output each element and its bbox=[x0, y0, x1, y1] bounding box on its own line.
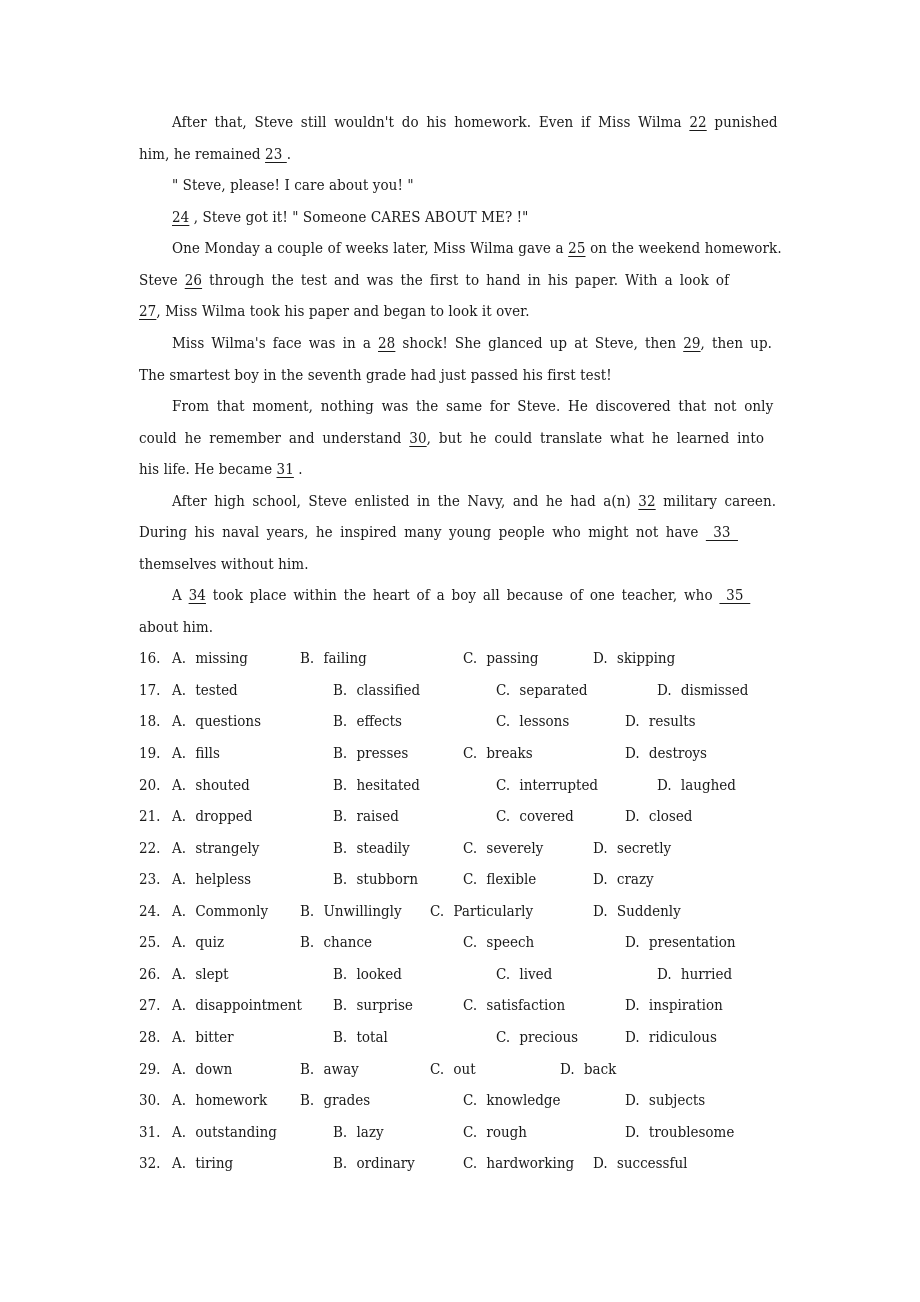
option-text: away bbox=[323, 1062, 359, 1078]
option-text: Particularly bbox=[453, 904, 534, 920]
blank-number: 28 bbox=[378, 336, 396, 352]
option-d bbox=[625, 1123, 734, 1143]
question-number: 32. bbox=[139, 1156, 161, 1172]
option-label: A. bbox=[172, 809, 187, 825]
option-label: D. bbox=[593, 904, 608, 920]
question-number: 31. bbox=[139, 1125, 161, 1141]
question-row bbox=[0, 902, 920, 922]
option-c bbox=[496, 965, 552, 985]
blank-number: 26 bbox=[184, 273, 203, 289]
option-text: flexible bbox=[486, 872, 537, 888]
option-text: homework bbox=[195, 1093, 268, 1109]
question-row bbox=[0, 870, 920, 890]
option-text: strangely bbox=[195, 841, 260, 857]
passage-line bbox=[139, 302, 737, 322]
option-c bbox=[463, 870, 536, 890]
option-d bbox=[593, 649, 675, 669]
option-label: D. bbox=[593, 651, 608, 667]
option-label: C. bbox=[463, 935, 478, 951]
option-label: D. bbox=[560, 1062, 575, 1078]
option-text: disappointment bbox=[195, 998, 302, 1014]
passage-text: could he remember and understand bbox=[139, 431, 410, 447]
option-text: inspiration bbox=[648, 998, 723, 1014]
option-a bbox=[172, 807, 252, 827]
question-number: 27. bbox=[139, 998, 161, 1014]
option-a bbox=[172, 1060, 232, 1080]
passage-text: Steve bbox=[139, 273, 185, 289]
passage-text: about him. bbox=[139, 620, 214, 636]
option-text: interrupted bbox=[519, 778, 599, 794]
passage-text: , but he could translate what he learned into bbox=[426, 431, 765, 447]
question-row bbox=[0, 807, 920, 827]
option-label: B. bbox=[333, 872, 348, 888]
option-label: A. bbox=[172, 778, 187, 794]
option-label: C. bbox=[463, 841, 478, 857]
option-text: Suddenly bbox=[616, 904, 681, 920]
option-text: laughed bbox=[680, 778, 736, 794]
question-row bbox=[0, 996, 920, 1016]
question-row bbox=[0, 839, 920, 859]
question-number: 18. bbox=[139, 714, 161, 730]
option-text: stubborn bbox=[356, 872, 419, 888]
option-label: D. bbox=[593, 841, 608, 857]
question-number: 22. bbox=[139, 841, 161, 857]
passage-line bbox=[172, 176, 739, 196]
option-text: surprise bbox=[356, 998, 413, 1014]
passage-text: After that, Steve still wouldn't do his homework. Even if Miss Wilma bbox=[172, 115, 690, 131]
option-a bbox=[172, 681, 238, 701]
option-b bbox=[333, 870, 418, 890]
option-text: ordinary bbox=[356, 1156, 415, 1172]
option-text: total bbox=[356, 1030, 388, 1046]
option-text: satisfaction bbox=[486, 998, 566, 1014]
option-label: C. bbox=[463, 746, 478, 762]
blank-number: 25 bbox=[568, 241, 586, 257]
passage-line bbox=[139, 523, 737, 543]
option-text: slept bbox=[195, 967, 229, 983]
option-a bbox=[172, 965, 229, 985]
option-text: precious bbox=[519, 1030, 579, 1046]
option-text: steadily bbox=[356, 841, 410, 857]
question-row bbox=[0, 712, 920, 732]
passage-text: themselves without him. bbox=[139, 557, 309, 573]
option-d bbox=[625, 807, 692, 827]
option-text: tiring bbox=[195, 1156, 234, 1172]
option-text: dismissed bbox=[680, 683, 749, 699]
option-b bbox=[333, 1123, 384, 1143]
option-a bbox=[172, 839, 259, 859]
option-label: B. bbox=[333, 1125, 348, 1141]
option-label: D. bbox=[625, 809, 640, 825]
option-text: ridiculous bbox=[648, 1030, 717, 1046]
option-label: A. bbox=[172, 967, 187, 983]
option-label: A. bbox=[172, 998, 187, 1014]
option-text: looked bbox=[356, 967, 402, 983]
blank-number: 32 bbox=[638, 494, 656, 510]
option-label: C. bbox=[496, 809, 511, 825]
option-text: lived bbox=[519, 967, 553, 983]
option-label: B. bbox=[333, 998, 348, 1014]
option-text: hardworking bbox=[486, 1156, 575, 1172]
question-number: 17. bbox=[139, 683, 161, 699]
option-b bbox=[333, 1154, 415, 1174]
passage-text: him, he remained bbox=[139, 147, 266, 163]
option-c bbox=[463, 933, 534, 953]
passage-text: on the weekend homework. bbox=[585, 241, 782, 257]
option-label: C. bbox=[463, 1156, 478, 1172]
question-row bbox=[0, 933, 920, 953]
question-number: 30. bbox=[139, 1093, 161, 1109]
option-text: missing bbox=[195, 651, 248, 667]
question-row bbox=[0, 1091, 920, 1111]
option-label: D. bbox=[625, 714, 640, 730]
passage-text: From that moment, nothing was the same for Steve. He discovered that not only bbox=[172, 399, 774, 415]
passage-text: The smartest boy in the seventh grade had just passed his first test! bbox=[139, 368, 612, 384]
option-a bbox=[172, 1154, 233, 1174]
passage-text: During his naval years, he inspired many young people who might not have bbox=[139, 525, 706, 541]
option-c bbox=[496, 776, 598, 796]
option-text: Commonly bbox=[195, 904, 269, 920]
passage-text: One Monday a couple of weeks later, Miss Wilma gave a bbox=[172, 241, 569, 257]
question-row bbox=[0, 1123, 920, 1143]
option-d bbox=[625, 1091, 705, 1111]
passage-text: , Miss Wilma took his paper and began to look it over. bbox=[156, 304, 530, 320]
option-label: B. bbox=[333, 746, 348, 762]
option-d bbox=[593, 839, 671, 859]
option-label: A. bbox=[172, 714, 187, 730]
option-label: A. bbox=[172, 1156, 187, 1172]
option-text: outstanding bbox=[195, 1125, 277, 1141]
option-b bbox=[300, 1060, 359, 1080]
option-c bbox=[430, 902, 533, 922]
option-a bbox=[172, 1028, 234, 1048]
option-label: C. bbox=[496, 683, 511, 699]
option-b bbox=[300, 649, 367, 669]
option-label: A. bbox=[172, 1030, 187, 1046]
passage-line bbox=[172, 334, 773, 354]
option-b bbox=[333, 712, 402, 732]
passage-text: Miss Wilma's face was in a bbox=[172, 336, 379, 352]
option-label: D. bbox=[657, 778, 672, 794]
option-text: grades bbox=[323, 1093, 371, 1109]
option-a bbox=[172, 902, 268, 922]
question-number: 20. bbox=[139, 778, 161, 794]
option-c bbox=[463, 996, 565, 1016]
option-b bbox=[333, 1028, 388, 1048]
option-label: B. bbox=[333, 683, 348, 699]
option-d bbox=[560, 1060, 616, 1080]
option-d bbox=[625, 933, 736, 953]
question-row bbox=[0, 965, 920, 985]
option-label: A. bbox=[172, 1062, 187, 1078]
option-label: A. bbox=[172, 683, 187, 699]
blank-number: 34 bbox=[188, 588, 206, 604]
passage-line bbox=[172, 113, 778, 133]
option-text: down bbox=[195, 1062, 233, 1078]
option-label: B. bbox=[333, 841, 348, 857]
option-c bbox=[463, 649, 539, 669]
option-d bbox=[593, 902, 681, 922]
option-label: D. bbox=[625, 746, 640, 762]
passage-line bbox=[139, 429, 765, 449]
option-label: C. bbox=[496, 778, 511, 794]
option-a bbox=[172, 1123, 277, 1143]
passage-text: through the test and was the first to hand in his paper. With a look of bbox=[202, 273, 730, 289]
option-label: A. bbox=[172, 841, 187, 857]
option-text: raised bbox=[356, 809, 399, 825]
passage-line bbox=[172, 208, 739, 228]
option-text: bitter bbox=[195, 1030, 234, 1046]
option-b bbox=[300, 902, 402, 922]
option-label: D. bbox=[625, 998, 640, 1014]
passage-line bbox=[172, 239, 782, 259]
option-d bbox=[625, 712, 696, 732]
passage-line bbox=[172, 586, 751, 606]
option-label: C. bbox=[463, 651, 478, 667]
option-text: results bbox=[648, 714, 696, 730]
blank-number: 27 bbox=[139, 304, 157, 320]
option-text: classified bbox=[356, 683, 421, 699]
blank-number: 23 bbox=[265, 147, 287, 163]
option-label: C. bbox=[496, 967, 511, 983]
option-text: dropped bbox=[195, 809, 253, 825]
option-label: D. bbox=[657, 967, 672, 983]
option-label: C. bbox=[463, 1093, 478, 1109]
question-number: 23. bbox=[139, 872, 161, 888]
blank-number: 29 bbox=[683, 336, 701, 352]
option-a bbox=[172, 933, 224, 953]
blank-number: 33 bbox=[705, 525, 738, 541]
option-text: closed bbox=[648, 809, 693, 825]
passage-text: , Steve got it! " Someone CARES ABOUT ME? !" bbox=[189, 210, 529, 226]
question-number: 26. bbox=[139, 967, 161, 983]
option-label: B. bbox=[300, 904, 315, 920]
passage-line bbox=[139, 618, 737, 638]
option-text: crazy bbox=[616, 872, 654, 888]
option-label: A. bbox=[172, 872, 187, 888]
passage-text: . bbox=[293, 462, 303, 478]
option-text: lazy bbox=[356, 1125, 384, 1141]
question-row bbox=[0, 1154, 920, 1174]
option-text: knowledge bbox=[486, 1093, 561, 1109]
option-a bbox=[172, 996, 302, 1016]
option-label: D. bbox=[625, 1125, 640, 1141]
option-c bbox=[496, 681, 588, 701]
passage-text: his life. He became bbox=[139, 462, 277, 478]
passage-line bbox=[139, 145, 737, 165]
option-b bbox=[333, 996, 413, 1016]
option-a bbox=[172, 1091, 267, 1111]
option-label: C. bbox=[463, 872, 478, 888]
option-label: B. bbox=[300, 935, 315, 951]
question-row bbox=[0, 776, 920, 796]
option-c bbox=[430, 1060, 476, 1080]
option-label: C. bbox=[496, 714, 511, 730]
option-text: questions bbox=[195, 714, 262, 730]
option-c bbox=[463, 1091, 560, 1111]
option-text: passing bbox=[486, 651, 539, 667]
option-b bbox=[333, 807, 399, 827]
option-label: A. bbox=[172, 1125, 187, 1141]
option-label: D. bbox=[657, 683, 672, 699]
option-text: subjects bbox=[648, 1093, 706, 1109]
option-text: lessons bbox=[519, 714, 570, 730]
option-label: A. bbox=[172, 651, 187, 667]
passage-line bbox=[172, 397, 774, 417]
option-a bbox=[172, 712, 261, 732]
option-a bbox=[172, 744, 220, 764]
option-c bbox=[496, 1028, 578, 1048]
option-b bbox=[300, 1091, 370, 1111]
option-a bbox=[172, 870, 251, 890]
blank-number: 30 bbox=[409, 431, 427, 447]
passage-text: " Steve, please! I care about you! " bbox=[172, 178, 414, 194]
option-text: presentation bbox=[648, 935, 736, 951]
option-d bbox=[625, 996, 723, 1016]
option-d bbox=[625, 744, 707, 764]
question-number: 21. bbox=[139, 809, 161, 825]
question-row bbox=[0, 744, 920, 764]
passage-text: shock! She glanced up at Steve, then bbox=[395, 336, 684, 352]
passage-text: military careen. bbox=[655, 494, 777, 510]
option-label: C. bbox=[496, 1030, 511, 1046]
option-label: B. bbox=[333, 809, 348, 825]
blank-number: 24 bbox=[172, 210, 190, 226]
option-text: breaks bbox=[486, 746, 533, 762]
question-row bbox=[0, 649, 920, 669]
passage-line bbox=[139, 366, 737, 386]
passage-line bbox=[139, 271, 737, 291]
option-c bbox=[496, 712, 569, 732]
option-text: severely bbox=[486, 841, 544, 857]
option-text: separated bbox=[519, 683, 588, 699]
option-label: B. bbox=[300, 651, 315, 667]
option-label: B. bbox=[300, 1093, 315, 1109]
option-text: failing bbox=[323, 651, 367, 667]
question-number: 24. bbox=[139, 904, 161, 920]
option-text: helpless bbox=[195, 872, 252, 888]
option-text: chance bbox=[323, 935, 373, 951]
option-d bbox=[657, 776, 736, 796]
option-label: B. bbox=[300, 1062, 315, 1078]
option-text: speech bbox=[486, 935, 535, 951]
blank-number: 31 bbox=[276, 462, 294, 478]
option-text: secretly bbox=[616, 841, 672, 857]
option-text: shouted bbox=[195, 778, 250, 794]
option-text: back bbox=[583, 1062, 617, 1078]
option-c bbox=[463, 839, 543, 859]
option-text: hurried bbox=[680, 967, 733, 983]
option-d bbox=[625, 1028, 717, 1048]
option-c bbox=[463, 1154, 574, 1174]
option-b bbox=[333, 744, 408, 764]
option-b bbox=[300, 933, 372, 953]
passage-text: , then up. bbox=[700, 336, 773, 352]
question-number: 29. bbox=[139, 1062, 161, 1078]
option-label: C. bbox=[463, 998, 478, 1014]
option-label: C. bbox=[430, 1062, 445, 1078]
option-label: C. bbox=[463, 1125, 478, 1141]
option-label: A. bbox=[172, 904, 187, 920]
passage-line bbox=[139, 555, 737, 575]
option-c bbox=[463, 1123, 527, 1143]
option-label: B. bbox=[333, 714, 348, 730]
option-text: rough bbox=[486, 1125, 527, 1141]
passage-line bbox=[139, 460, 737, 480]
option-text: quiz bbox=[195, 935, 225, 951]
option-label: C. bbox=[430, 904, 445, 920]
option-d bbox=[657, 681, 748, 701]
question-row bbox=[0, 681, 920, 701]
option-label: A. bbox=[172, 746, 187, 762]
question-number: 16. bbox=[139, 651, 161, 667]
blank-number: 35 bbox=[719, 588, 751, 604]
option-text: troublesome bbox=[648, 1125, 735, 1141]
option-text: destroys bbox=[648, 746, 707, 762]
option-b bbox=[333, 681, 420, 701]
option-label: D. bbox=[593, 872, 608, 888]
option-label: B. bbox=[333, 1156, 348, 1172]
option-label: D. bbox=[593, 1156, 608, 1172]
option-label: D. bbox=[625, 1093, 640, 1109]
question-row bbox=[0, 1060, 920, 1080]
option-label: D. bbox=[625, 935, 640, 951]
option-b bbox=[333, 965, 402, 985]
option-b bbox=[333, 776, 420, 796]
option-label: B. bbox=[333, 967, 348, 983]
passage-line bbox=[172, 492, 777, 512]
option-c bbox=[496, 807, 574, 827]
option-b bbox=[333, 839, 410, 859]
blank-number: 22 bbox=[689, 115, 707, 131]
option-label: D. bbox=[625, 1030, 640, 1046]
option-a bbox=[172, 649, 248, 669]
option-text: tested bbox=[195, 683, 238, 699]
option-label: A. bbox=[172, 1093, 187, 1109]
passage-text: punished bbox=[706, 115, 778, 131]
option-c bbox=[463, 744, 533, 764]
option-d bbox=[657, 965, 732, 985]
passage-text: A bbox=[172, 588, 189, 604]
option-text: successful bbox=[616, 1156, 688, 1172]
passage-text: After high school, Steve enlisted in the Navy, and he had a(n) bbox=[172, 494, 639, 510]
option-text: covered bbox=[519, 809, 574, 825]
option-label: B. bbox=[333, 778, 348, 794]
option-d bbox=[593, 870, 654, 890]
passage-text: . bbox=[286, 147, 292, 163]
passage-text: took place within the heart of a boy all because of one teacher, who bbox=[205, 588, 720, 604]
option-text: skipping bbox=[616, 651, 676, 667]
option-text: presses bbox=[356, 746, 409, 762]
option-label: A. bbox=[172, 935, 187, 951]
option-text: fills bbox=[195, 746, 220, 762]
question-row bbox=[0, 1028, 920, 1048]
option-text: Unwillingly bbox=[323, 904, 402, 920]
option-a bbox=[172, 776, 250, 796]
question-number: 19. bbox=[139, 746, 161, 762]
option-text: out bbox=[453, 1062, 476, 1078]
option-label: B. bbox=[333, 1030, 348, 1046]
question-number: 28. bbox=[139, 1030, 161, 1046]
option-text: hesitated bbox=[356, 778, 420, 794]
question-number: 25. bbox=[139, 935, 161, 951]
option-d bbox=[593, 1154, 687, 1174]
option-text: effects bbox=[356, 714, 402, 730]
